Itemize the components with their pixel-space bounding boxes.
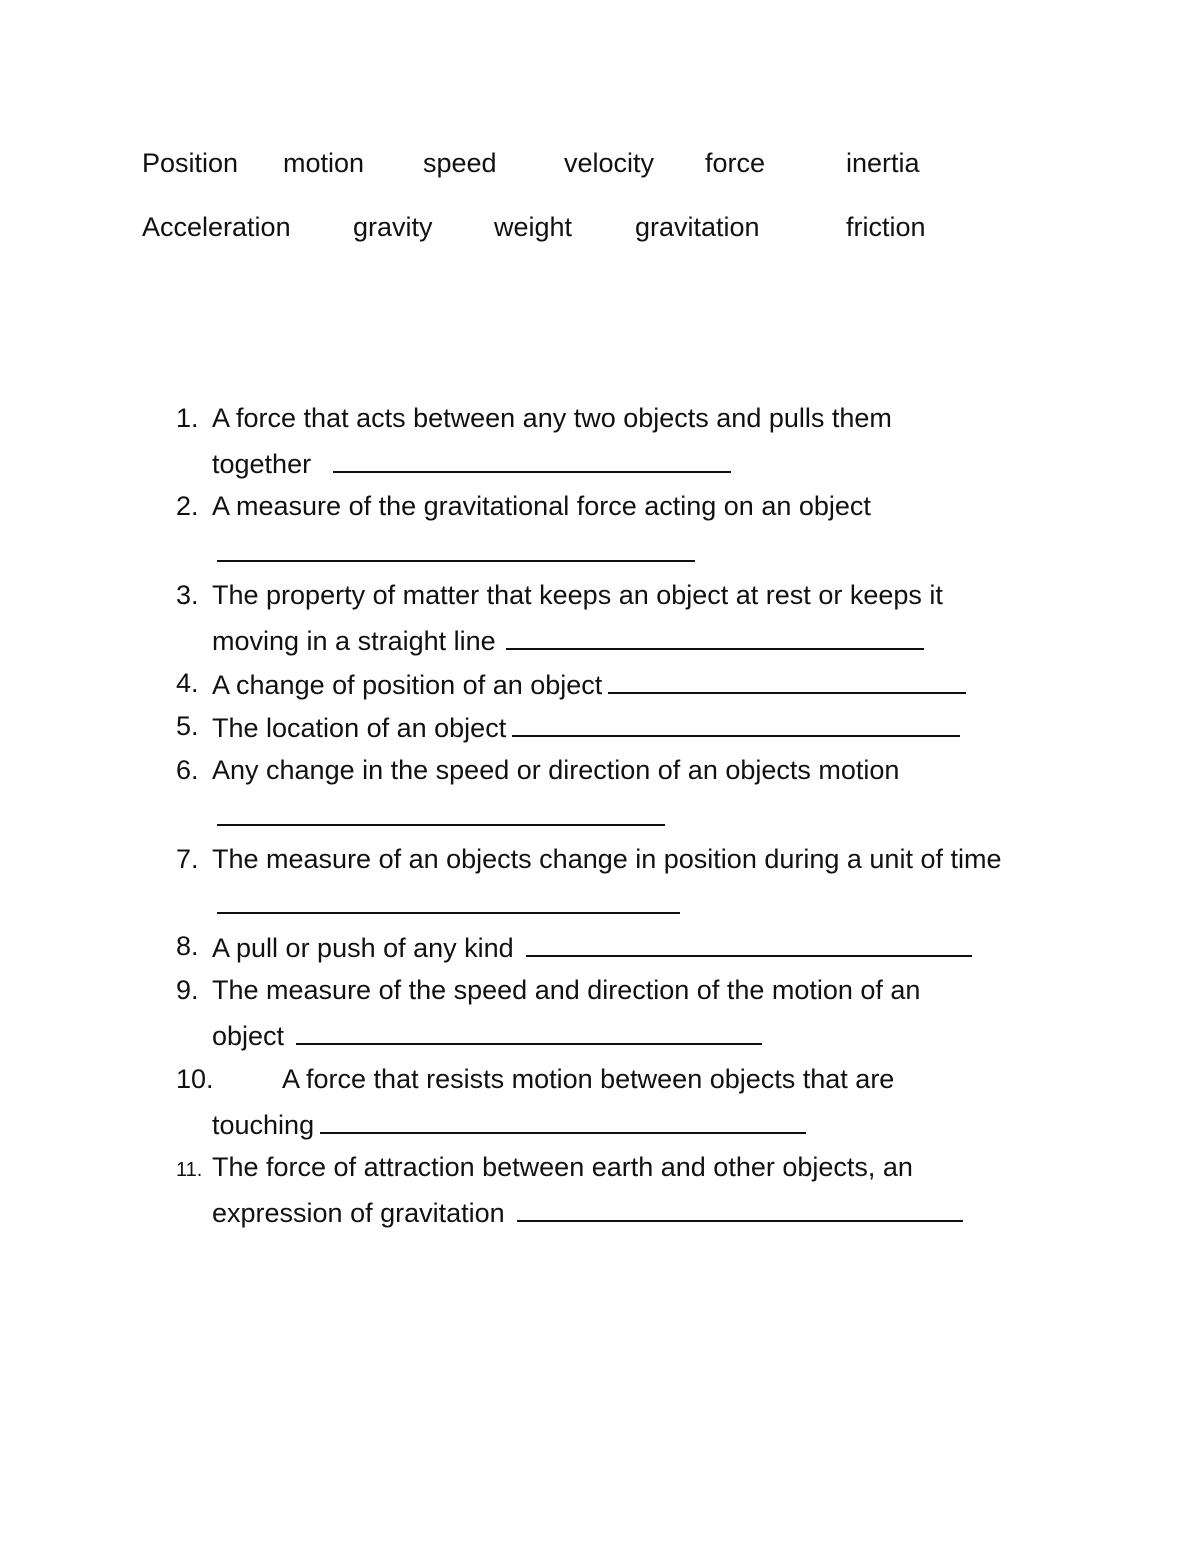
question-6-blank-line [217, 800, 665, 832]
word-bank-force: force [705, 148, 766, 178]
word-bank-acceleration: Acceleration [142, 212, 291, 242]
answer-blank-1[interactable] [333, 447, 731, 473]
word-bank-weight: weight [494, 212, 573, 242]
question-number-11: 11. [176, 1159, 203, 1181]
answer-blank-9[interactable] [296, 1019, 762, 1045]
question-1-text-line-2: together [212, 449, 312, 479]
question-7-blank-line [217, 888, 680, 920]
word-bank-speed: speed [423, 148, 497, 178]
word-bank-gravity: gravity [353, 212, 433, 242]
question-2-blank-line [217, 536, 695, 568]
word-bank-friction: friction [846, 212, 926, 242]
question-number-7: 7. [176, 844, 199, 874]
question-number-3: 3. [176, 580, 199, 610]
question-3-line-2 [212, 624, 924, 656]
question-number-4: 4. [176, 668, 199, 698]
question-number-1: 1. [176, 403, 199, 433]
question-8-line [212, 931, 972, 963]
question-1-line-2 [212, 447, 731, 479]
answer-blank-6[interactable] [217, 800, 665, 826]
question-5-line [212, 711, 960, 743]
question-10-text-line-1: A force that resists motion between objects that are [282, 1064, 895, 1094]
word-bank-gravitation: gravitation [635, 212, 760, 242]
question-9-line-2 [212, 1019, 762, 1051]
answer-blank-4[interactable] [608, 668, 966, 694]
question-3-text-line-2: moving in a straight line [212, 626, 496, 656]
answer-blank-5[interactable] [512, 711, 960, 737]
question-number-9: 9. [176, 975, 199, 1005]
answer-blank-3[interactable] [506, 624, 924, 650]
question-11-text-line-2: expression of gravitation [212, 1198, 505, 1228]
answer-blank-10[interactable] [320, 1108, 806, 1134]
question-6-text: Any change in the speed or direction of an objects motion [212, 755, 900, 785]
answer-blank-8[interactable] [526, 931, 972, 957]
question-number-5: 5. [176, 711, 199, 741]
question-number-2: 2. [176, 491, 199, 521]
word-bank-inertia: inertia [846, 148, 920, 178]
question-4-text: A change of position of an object [212, 670, 603, 700]
question-8-text: A pull or push of any kind [212, 933, 514, 963]
question-3-text-line-1: The property of matter that keeps an object at rest or keeps it [212, 580, 943, 610]
question-11-text-line-1: The force of attraction between earth and other objects, an [212, 1152, 913, 1182]
question-number-8: 8. [176, 931, 199, 961]
question-5-text: The location of an object [212, 713, 507, 743]
question-1-text-line-1: A force that acts between any two objects and pulls them [212, 403, 892, 433]
answer-blank-2[interactable] [217, 536, 695, 562]
word-bank-position: Position [142, 148, 239, 178]
question-9-text-line-1: The measure of the speed and direction of the motion of an [212, 975, 921, 1005]
question-number-10: 10. [176, 1064, 214, 1094]
question-10-line-2 [212, 1108, 806, 1140]
question-10-text-line-2: touching [212, 1110, 315, 1140]
question-9-text-line-2: object [212, 1021, 285, 1051]
question-11-line-2 [212, 1196, 963, 1228]
word-bank-motion: motion [283, 148, 365, 178]
question-7-text: The measure of an objects change in position during a unit of time [212, 844, 1002, 874]
question-number-6: 6. [176, 755, 199, 785]
question-4-line [212, 668, 966, 700]
answer-blank-11[interactable] [517, 1196, 963, 1222]
answer-blank-7[interactable] [217, 888, 680, 914]
word-bank-velocity: velocity [564, 148, 655, 178]
question-2-text: A measure of the gravitational force acting on an object [212, 491, 871, 521]
